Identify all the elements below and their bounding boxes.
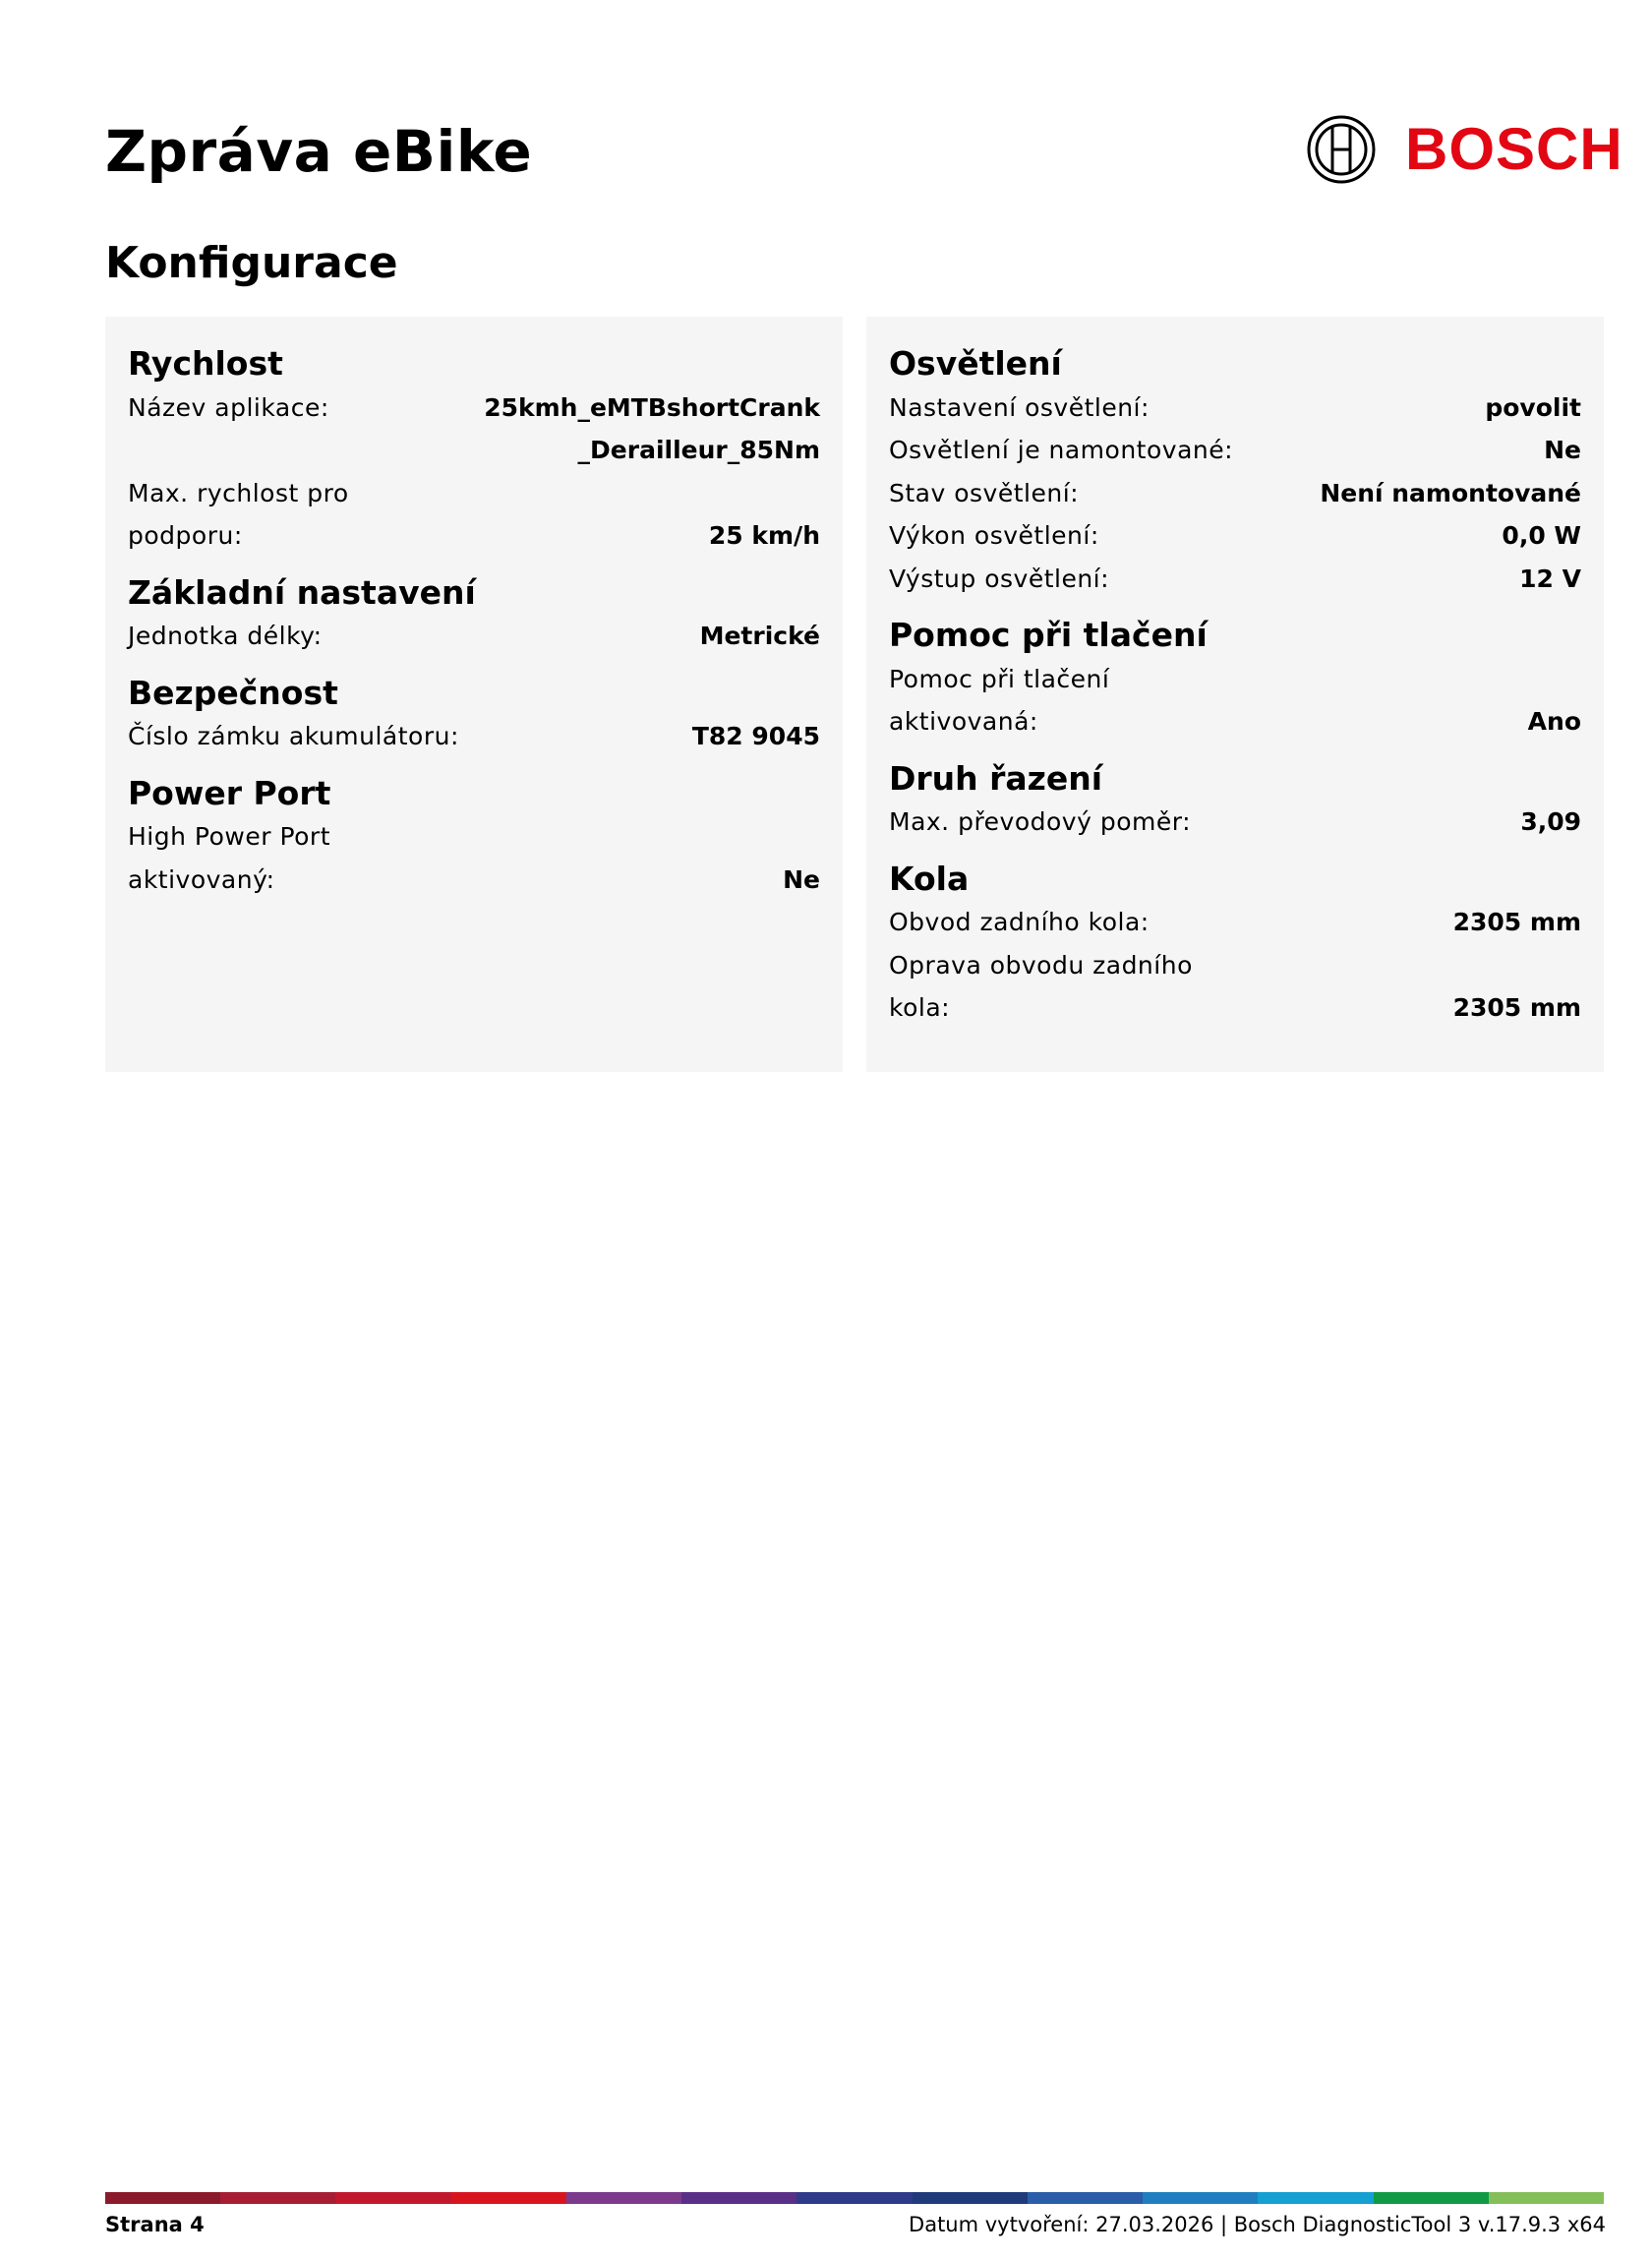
- length-unit-value: Metrické: [699, 622, 820, 651]
- group-title-basic: Základní nastavení: [128, 572, 476, 612]
- lighting-power-value: 0,0 W: [1502, 521, 1581, 551]
- group-push-assist: [889, 614, 1581, 743]
- config-panel-left: [105, 317, 843, 1072]
- page-number: Strana 4: [105, 2213, 205, 2236]
- color-bar-segment: [335, 2192, 450, 2204]
- color-bar-segment: [220, 2192, 335, 2204]
- lighting-output-label: Výstup osvětlení:: [889, 564, 1110, 593]
- row-rear-circumference-correction: [889, 944, 1581, 1030]
- row-lighting-power: [889, 514, 1581, 558]
- color-bar-segment: [1143, 2192, 1258, 2204]
- group-power-port: [128, 772, 820, 902]
- row-lighting-setting: [889, 386, 1581, 430]
- color-bar-segment: [1489, 2192, 1604, 2204]
- row-max-speed: [128, 472, 820, 558]
- page-title: Zpráva eBike: [105, 118, 533, 185]
- group-lighting: [889, 342, 1581, 600]
- max-ratio-value: 3,09: [1520, 807, 1581, 837]
- lighting-state-value: Není namontované: [1320, 478, 1581, 507]
- max-ratio-label: Max. převodový poměr:: [889, 807, 1192, 837]
- push-assist-activated-label: Pomoc při tlačení aktivovaná:: [889, 664, 1110, 737]
- group-gear-type: [889, 757, 1581, 844]
- group-title-push-assist: Pomoc při tlačení: [889, 616, 1208, 655]
- group-title-security: Bezpečnost: [128, 673, 338, 712]
- group-title-speed: Rychlost: [128, 344, 283, 383]
- config-panel-right: [866, 317, 1604, 1072]
- rear-circumference-label: Obvod zadního kola:: [889, 908, 1150, 937]
- color-bar-segment: [566, 2192, 681, 2204]
- row-high-power-port: [128, 815, 820, 901]
- row-lock-number: [128, 715, 820, 758]
- footer-color-bar: [105, 2192, 1604, 2204]
- rear-circumference-value: 2305 mm: [1452, 908, 1581, 937]
- row-length-unit: [128, 615, 820, 658]
- max-speed-value: 25 km/h: [708, 521, 820, 551]
- color-bar-segment: [681, 2192, 796, 2204]
- lighting-mounted-value: Ne: [1544, 436, 1581, 465]
- color-bar-segment: [1374, 2192, 1489, 2204]
- lock-number-value: T82 9045: [691, 722, 820, 751]
- app-name-label: Název aplikace:: [128, 392, 329, 422]
- row-lighting-output: [889, 558, 1581, 601]
- row-app-name: [128, 386, 820, 472]
- max-speed-label: Max. rychlost pro podporu:: [128, 478, 349, 551]
- row-lighting-mounted: [889, 429, 1581, 472]
- lighting-state-label: Stav osvětlení:: [889, 478, 1080, 507]
- group-title-lighting: Osvětlení: [889, 344, 1062, 383]
- rear-circumference-correction-value: 2305 mm: [1452, 993, 1581, 1023]
- color-bar-segment: [913, 2192, 1028, 2204]
- lighting-mounted-label: Osvětlení je namontované:: [889, 436, 1234, 465]
- color-bar-segment: [451, 2192, 566, 2204]
- row-push-assist-activated: [889, 658, 1581, 743]
- lighting-output-value: 12 V: [1519, 564, 1581, 593]
- row-max-ratio: [889, 801, 1581, 844]
- length-unit-label: Jednotka délky:: [128, 622, 323, 651]
- lighting-setting-label: Nastavení osvětlení:: [889, 392, 1150, 422]
- color-bar-segment: [105, 2192, 220, 2204]
- high-power-port-value: Ne: [783, 864, 820, 894]
- group-basic: [128, 571, 820, 658]
- lighting-power-label: Výkon osvětlení:: [889, 521, 1099, 551]
- group-speed: [128, 342, 820, 558]
- color-bar-segment: [1258, 2192, 1373, 2204]
- color-bar-segment: [1028, 2192, 1143, 2204]
- group-title-gear-type: Druh řazení: [889, 758, 1103, 798]
- section-title: Konfigurace: [105, 238, 398, 288]
- rear-circumference-correction-label: Oprava obvodu zadního kola:: [889, 950, 1193, 1023]
- lock-number-label: Číslo zámku akumulátoru:: [128, 722, 459, 751]
- app-name-value: 25kmh_eMTBshortCrank_Derailleur_85Nm: [484, 392, 820, 465]
- high-power-port-label: High Power Port aktivovaný:: [128, 822, 330, 894]
- group-title-power-port: Power Port: [128, 773, 331, 812]
- push-assist-activated-value: Ano: [1527, 707, 1581, 737]
- bosch-logo-text: BOSCH: [1405, 116, 1623, 182]
- color-bar-segment: [796, 2192, 912, 2204]
- bosch-logo: [1306, 114, 1623, 185]
- group-title-wheels: Kola: [889, 859, 970, 898]
- group-security: [128, 672, 820, 758]
- group-wheels: [889, 858, 1581, 1030]
- row-rear-circumference: [889, 901, 1581, 944]
- row-lighting-state: [889, 472, 1581, 515]
- lighting-setting-value: povolit: [1485, 392, 1581, 422]
- footer-info: Datum vytvoření: 27.03.2026 | Bosch DiagnosticTool 3 v.17.9.3 x64: [909, 2213, 1606, 2236]
- bosch-armature-icon: [1306, 114, 1377, 185]
